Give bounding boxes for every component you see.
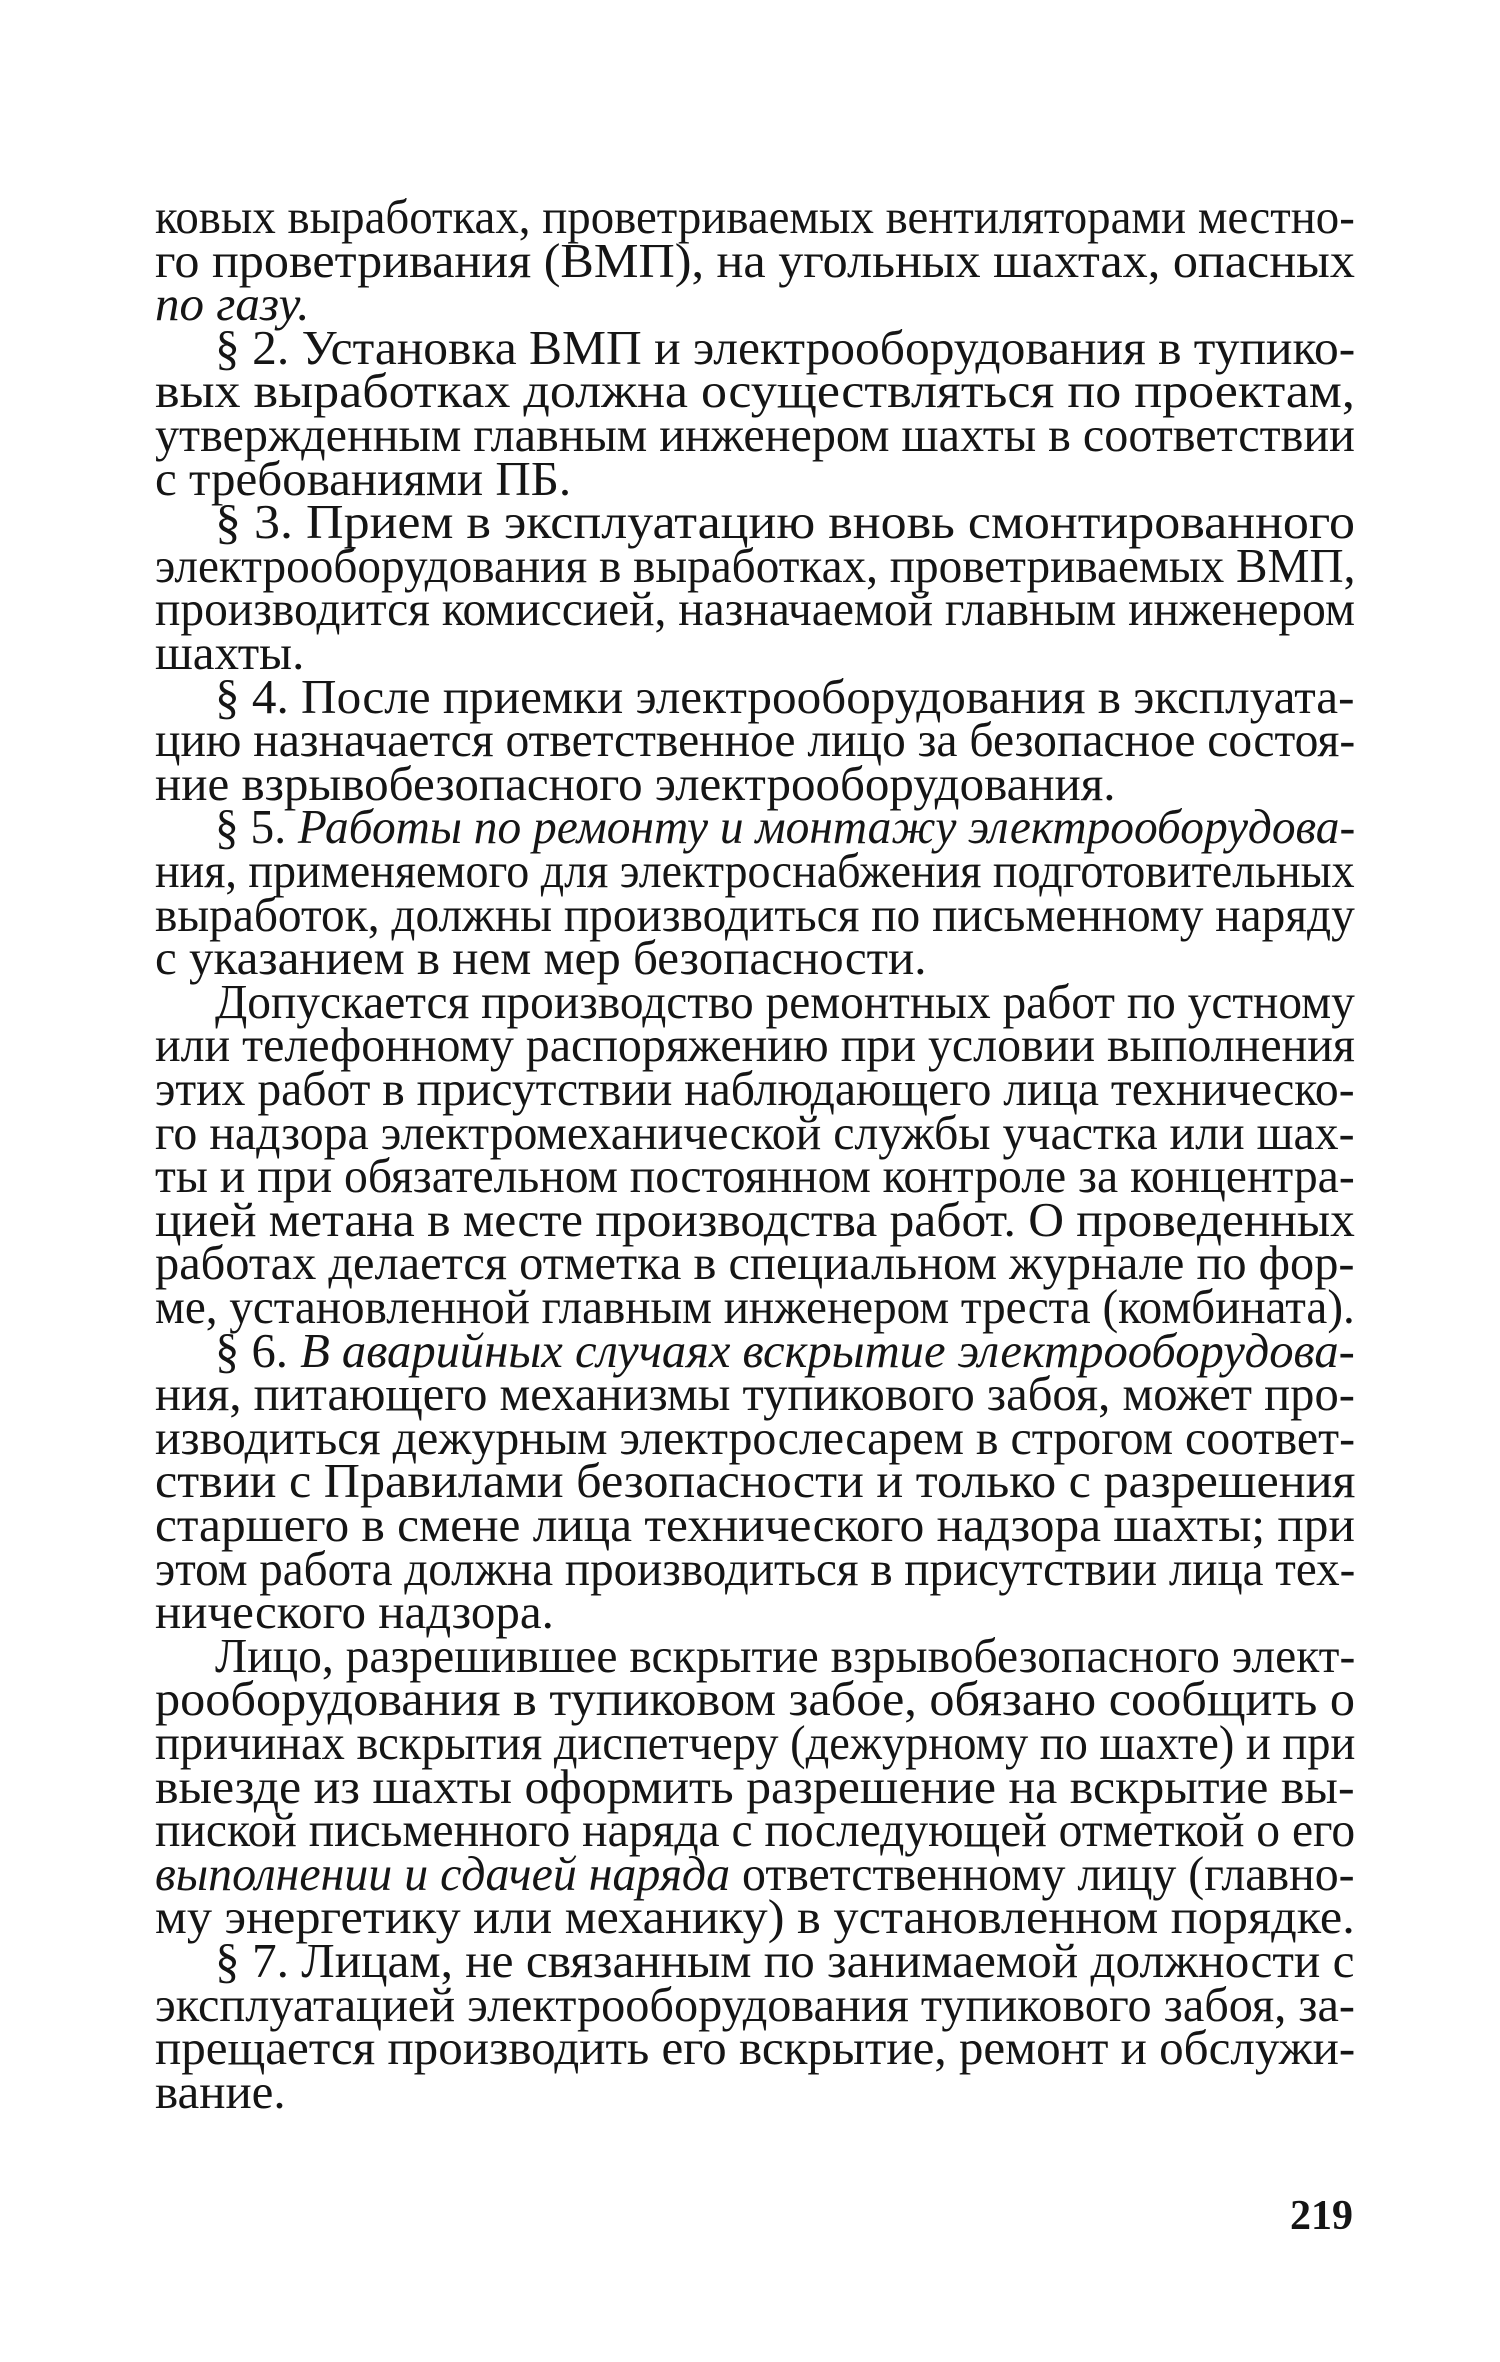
text-segment: цией метана в месте производства работ. О проведенных	[155, 1191, 1355, 1247]
text-segment: ме, установленной главным инженером треста (комбината).	[155, 1279, 1355, 1334]
text-segment: или телефонному распоряжению при условии выполнения	[155, 1017, 1355, 1073]
text-segment: Лицо, разрешившее вскрытие взрывобезопасного элект-	[215, 1627, 1356, 1683]
text-segment: § 4. После приемки электрооборудования в эксплуата-	[215, 668, 1355, 724]
text-line	[155, 2063, 286, 2119]
italic-text: В аварийных случаях вскрытие электрооборудова-	[300, 1322, 1355, 1378]
text-segment: с требованиями ПБ.	[155, 450, 572, 506]
text-segment: Допускается производство ремонтных работ по устному	[215, 973, 1355, 1029]
text-segment: цию назначается ответственное лицо за безопасное состоя-	[155, 712, 1356, 768]
text-segment: эксплуатацией электрооборудования тупикового забоя, за-	[155, 1976, 1355, 2032]
text-segment: изводиться дежурным электрослесарем в строгом соответ-	[155, 1409, 1356, 1465]
text-segment: ты и при обязательном постоянном контроле за концентра-	[155, 1148, 1355, 1204]
text-segment: ковых выработках, проветриваемых вентиляторами местно-	[155, 189, 1355, 244]
text-segment: этих работ в присутствии наблюдающего лица техническо-	[155, 1061, 1355, 1116]
text-segment: § 6.	[215, 1322, 301, 1378]
text-segment: работах делается отметка в специальном журнале по фор-	[155, 1235, 1355, 1291]
italic-text: Работы по ремонту и монтажу электрооборудова-	[297, 799, 1356, 855]
text-segment: ния, применяемого для электроснабжения подготовительных	[155, 843, 1355, 898]
text-segment: утвержденным главным инженером шахты в соответствии	[155, 407, 1355, 462]
text-segment: го проветривания (ВМП), на угольных шахтах, опасных	[155, 232, 1355, 288]
text-line	[155, 581, 1355, 637]
text-segment: этом работа должна производиться в присутствии лица тех-	[155, 1540, 1356, 1596]
text-segment: электрооборудования в выработках, проветриваемых ВМП,	[155, 537, 1356, 593]
text-segment: го надзора электромеханической службы участка или шах-	[155, 1104, 1355, 1160]
page-number: 219	[1290, 2193, 1353, 2239]
text-segment: му энергетику или механику) в установленном порядке.	[155, 1889, 1355, 1945]
text-segment: шахты.	[155, 625, 305, 680]
text-segment: нического надзора.	[155, 1584, 554, 1640]
text-segment: § 7. Лицам, не связанным по занимаемой должности с	[215, 1933, 1355, 1988]
text-segment: пиской письменного наряда с последующей отметкой о его	[155, 1802, 1356, 1858]
text-segment: выработок, должны производиться по письменному наряду	[155, 886, 1355, 942]
text-segment: производится комиссией, назначаемой главным инженером	[155, 581, 1355, 637]
text-segment: ответственному лицу (главно-	[730, 1845, 1355, 1901]
text-segment: вание.	[155, 2063, 286, 2119]
text-segment: § 3. Прием в эксплуатацию вновь смонтированного	[215, 494, 1355, 550]
text-segment: § 2. Установка ВМП и электрооборудования в тупико-	[215, 319, 1356, 375]
text-segment: ния, питающего механизмы тупикового забоя, может про-	[155, 1366, 1355, 1422]
text-segment: § 5.	[215, 799, 298, 855]
text-segment: причинах вскрытия диспетчеру (дежурному по шахте) и при	[155, 1715, 1356, 1770]
text-segment: с указанием в нем мер безопасности.	[155, 930, 927, 986]
text-segment: выезде из шахты оформить разрешение на вскрытие вы-	[155, 1758, 1355, 1814]
text-segment: прещается производить его вскрытие, ремонт и обслужи-	[155, 2020, 1356, 2076]
text-segment: ние взрывобезопасного электрооборудования.	[155, 755, 1116, 811]
text-line	[155, 232, 1355, 288]
italic-text: выполнении и сдачей наряда	[155, 1845, 731, 1901]
text-line	[155, 2020, 1356, 2076]
text-segment: ствии с Правилами безопасности и только с разрешения	[155, 1453, 1356, 1509]
text-segment: вых выработках должна осуществляться по проектам,	[155, 363, 1355, 419]
text-segment: рооборудования в тупиковом забое, обязано сообщить о	[155, 1671, 1356, 1727]
italic-text: по газу.	[155, 276, 310, 332]
text-segment: старшего в смене лица технического надзора шахты; при	[155, 1497, 1355, 1552]
